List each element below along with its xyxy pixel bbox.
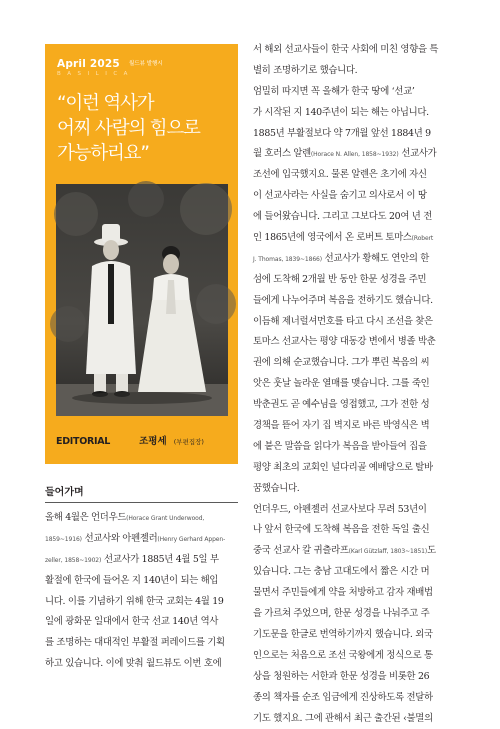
- text-line: [253, 646, 455, 667]
- text-line: [253, 165, 455, 186]
- author-name: 조평세: [139, 436, 167, 447]
- headline-line: 가능하리요”: [57, 141, 235, 166]
- text-line: [253, 144, 455, 165]
- text-line: [45, 654, 241, 675]
- author-role: (부편집장): [174, 438, 204, 446]
- text-segment: 기도문을 한글로 번역하기까지 했습니다. 외국: [253, 629, 433, 640]
- text-segment: 중국 선교사 칼 귀츨라프: [253, 545, 349, 556]
- text-line: [253, 228, 455, 249]
- text-line: [253, 270, 455, 291]
- text-segment: 하고 있습니다. 이에 맞춰 월드뷰도 이번 호에: [45, 658, 221, 669]
- text-line: [253, 562, 455, 583]
- text-segment: 앗은 훗날 놀라운 열매를 맺습니다. 그를 죽인: [253, 378, 429, 389]
- missionary-couple-photo: [56, 184, 228, 416]
- text-line: [45, 633, 241, 654]
- text-segment: 있습니다. 그는 충남 고대도에서 짧은 시간 머: [253, 566, 429, 577]
- text-segment: 이듬해 제너럴셔먼호를 타고 다시 조선을 찾은: [253, 316, 433, 327]
- editorial-label: EDITORIAL: [56, 436, 110, 447]
- text-segment: 인으로는 처음으로 조선 국왕에게 정식으로 통: [253, 650, 433, 661]
- text-line: [253, 416, 455, 437]
- text-line: [253, 458, 455, 479]
- text-segment: 토마스 선교사는 평양 대동강 변에서 병졸 박춘: [253, 336, 435, 347]
- text-segment: 상을 청원하는 서한과 한문 성경을 비롯한 26: [253, 671, 429, 682]
- name-annotation: (Karl Gützlaff, 1803~1851): [349, 548, 428, 555]
- text-segment: 물면서 주민들에게 약을 처방하고 감자 재배법: [253, 587, 433, 598]
- text-segment: 니다. 이를 기념하기 위해 한국 교회는 4월 19: [45, 596, 224, 607]
- text-segment: 이 선교사라는 사실을 숨기고 의사로서 이 땅: [253, 190, 427, 201]
- text-line: [253, 124, 455, 145]
- text-line: [253, 82, 455, 103]
- text-line: [253, 604, 455, 625]
- text-segment: 을 가르쳐 주었으며, 한문 성경을 나눠주고 주: [253, 608, 429, 619]
- text-segment: 조선에 입국했지요. 물론 알렌은 초기에 자신: [253, 169, 427, 180]
- byline: [56, 429, 204, 448]
- text-segment: 꿈했습니다.: [253, 483, 299, 494]
- text-segment: 별히 조명하기로 했습니다.: [253, 65, 357, 76]
- text-segment: 섬에 도착해 2개월 반 동안 한문 성경을 주민: [253, 274, 426, 285]
- text-line: [253, 332, 455, 353]
- photo-illustration: [56, 184, 228, 416]
- issue-row: [57, 52, 163, 71]
- text-segment: 선교사와 아펜젤러: [82, 533, 157, 544]
- left-column-text: [45, 508, 241, 675]
- right-column-text: [253, 40, 455, 729]
- name-annotation: (Henry Gerhard Appen-: [157, 536, 225, 543]
- text-segment: 일에 광화문 일대에서 한국 선교 140년 역사: [45, 616, 218, 627]
- text-segment: 인 1865년에 영국에서 온 로버트 토마스: [253, 232, 412, 243]
- text-line: [45, 612, 241, 633]
- text-line: [253, 186, 455, 207]
- text-line: [253, 500, 455, 521]
- headline-line: “이런 역사가: [57, 91, 235, 116]
- name-annotation: (Horace Grant Underwood,: [126, 515, 204, 522]
- name-annotation: 1859~1916): [45, 536, 82, 543]
- text-segment: 기도 했지요. 그에 관해서 최근 출간된 ‹불멸의: [253, 713, 433, 724]
- text-segment: 를 조명하는 대대적인 부활절 퍼레이드를 기획: [45, 637, 225, 648]
- text-line: [253, 395, 455, 416]
- text-line: [253, 353, 455, 374]
- headline-line: 어찌 사람의 힘으로: [57, 116, 235, 141]
- publisher-label: 월드뷰 발행시: [129, 61, 163, 67]
- text-segment: 서 해외 선교사들이 한국 사회에 미친 영향을 특: [253, 44, 438, 55]
- cover-banner: [45, 44, 238, 464]
- text-line: [253, 437, 455, 458]
- text-line: [253, 479, 455, 500]
- text-line: [253, 583, 455, 604]
- text-line: [253, 103, 455, 124]
- text-line: [253, 207, 455, 228]
- name-annotation: (Robert: [412, 235, 434, 242]
- text-line: [45, 571, 241, 592]
- text-line: [45, 550, 241, 571]
- headline: [57, 91, 235, 166]
- text-segment: 들에게 나누어주며 복음을 전하기도 했습니다.: [253, 295, 433, 306]
- text-line: [253, 709, 455, 729]
- text-segment: 가 시작된 지 140주년이 되는 해는 아닙니다.: [253, 107, 429, 118]
- name-annotation: (Horace N. Allen, 1858~1932): [311, 151, 399, 158]
- text-line: [253, 249, 455, 270]
- text-segment: 도: [427, 545, 436, 556]
- text-segment: 올해 4월은 언더우드: [45, 512, 126, 523]
- text-segment: 언더우드, 아펜젤러 선교사보다 무려 53년이: [253, 504, 427, 515]
- text-line: [45, 508, 241, 529]
- magazine-name: BASILICA: [57, 71, 134, 77]
- text-line: [45, 592, 241, 613]
- name-annotation: zeller, 1858~1902): [45, 557, 101, 564]
- text-line: [253, 667, 455, 688]
- text-segment: 권에 의해 순교했습니다. 그가 뿌린 복음의 씨: [253, 357, 429, 368]
- text-line: [253, 61, 455, 82]
- text-segment: 선교사가: [399, 148, 437, 159]
- text-line: [253, 688, 455, 709]
- text-segment: 선교사가 황해도 연안의 한: [322, 253, 429, 264]
- text-segment: 종의 책자를 순조 임금에게 진상하도록 전달하: [253, 692, 433, 703]
- text-segment: 나 앞서 한국에 도착해 복음을 전한 독일 출신: [253, 524, 429, 535]
- section-heading: 들어가며: [45, 483, 238, 503]
- text-segment: 활절에 한국에 들어온 지 140년이 되는 해입: [45, 575, 218, 586]
- text-line: [253, 40, 455, 61]
- text-segment: 월 호러스 알렌: [253, 148, 311, 159]
- text-segment: 박춘권도 곧 예수님을 영접했고, 그가 전한 성: [253, 399, 429, 410]
- text-segment: 1885년 부활절보다 약 7개월 앞선 1884년 9: [253, 128, 431, 139]
- text-line: [45, 529, 241, 550]
- text-line: [253, 374, 455, 395]
- text-line: [253, 312, 455, 333]
- issue-date: April 2025: [57, 58, 120, 70]
- text-segment: 선교사가 1885년 4월 5일 부: [101, 554, 218, 565]
- text-segment: 에 들어왔습니다. 그리고 그보다도 20여 년 전: [253, 211, 432, 222]
- text-line: [253, 291, 455, 312]
- text-line: [253, 625, 455, 646]
- text-line: [253, 541, 455, 562]
- text-line: [253, 520, 455, 541]
- name-annotation: J. Thomas, 1839~1866): [253, 256, 322, 263]
- text-segment: 에 붙은 말씀을 읽다가 복음을 받아들여 집을: [253, 441, 427, 452]
- text-segment: 엄밀히 따지면 꼭 올해가 한국 땅에 ‘선교’: [253, 86, 415, 97]
- text-segment: 평양 최초의 교회인 널다리골 예배당으로 탈바: [253, 462, 433, 473]
- text-segment: 경책을 뜯어 자기 집 벽지로 바른 박영식은 벽: [253, 420, 429, 431]
